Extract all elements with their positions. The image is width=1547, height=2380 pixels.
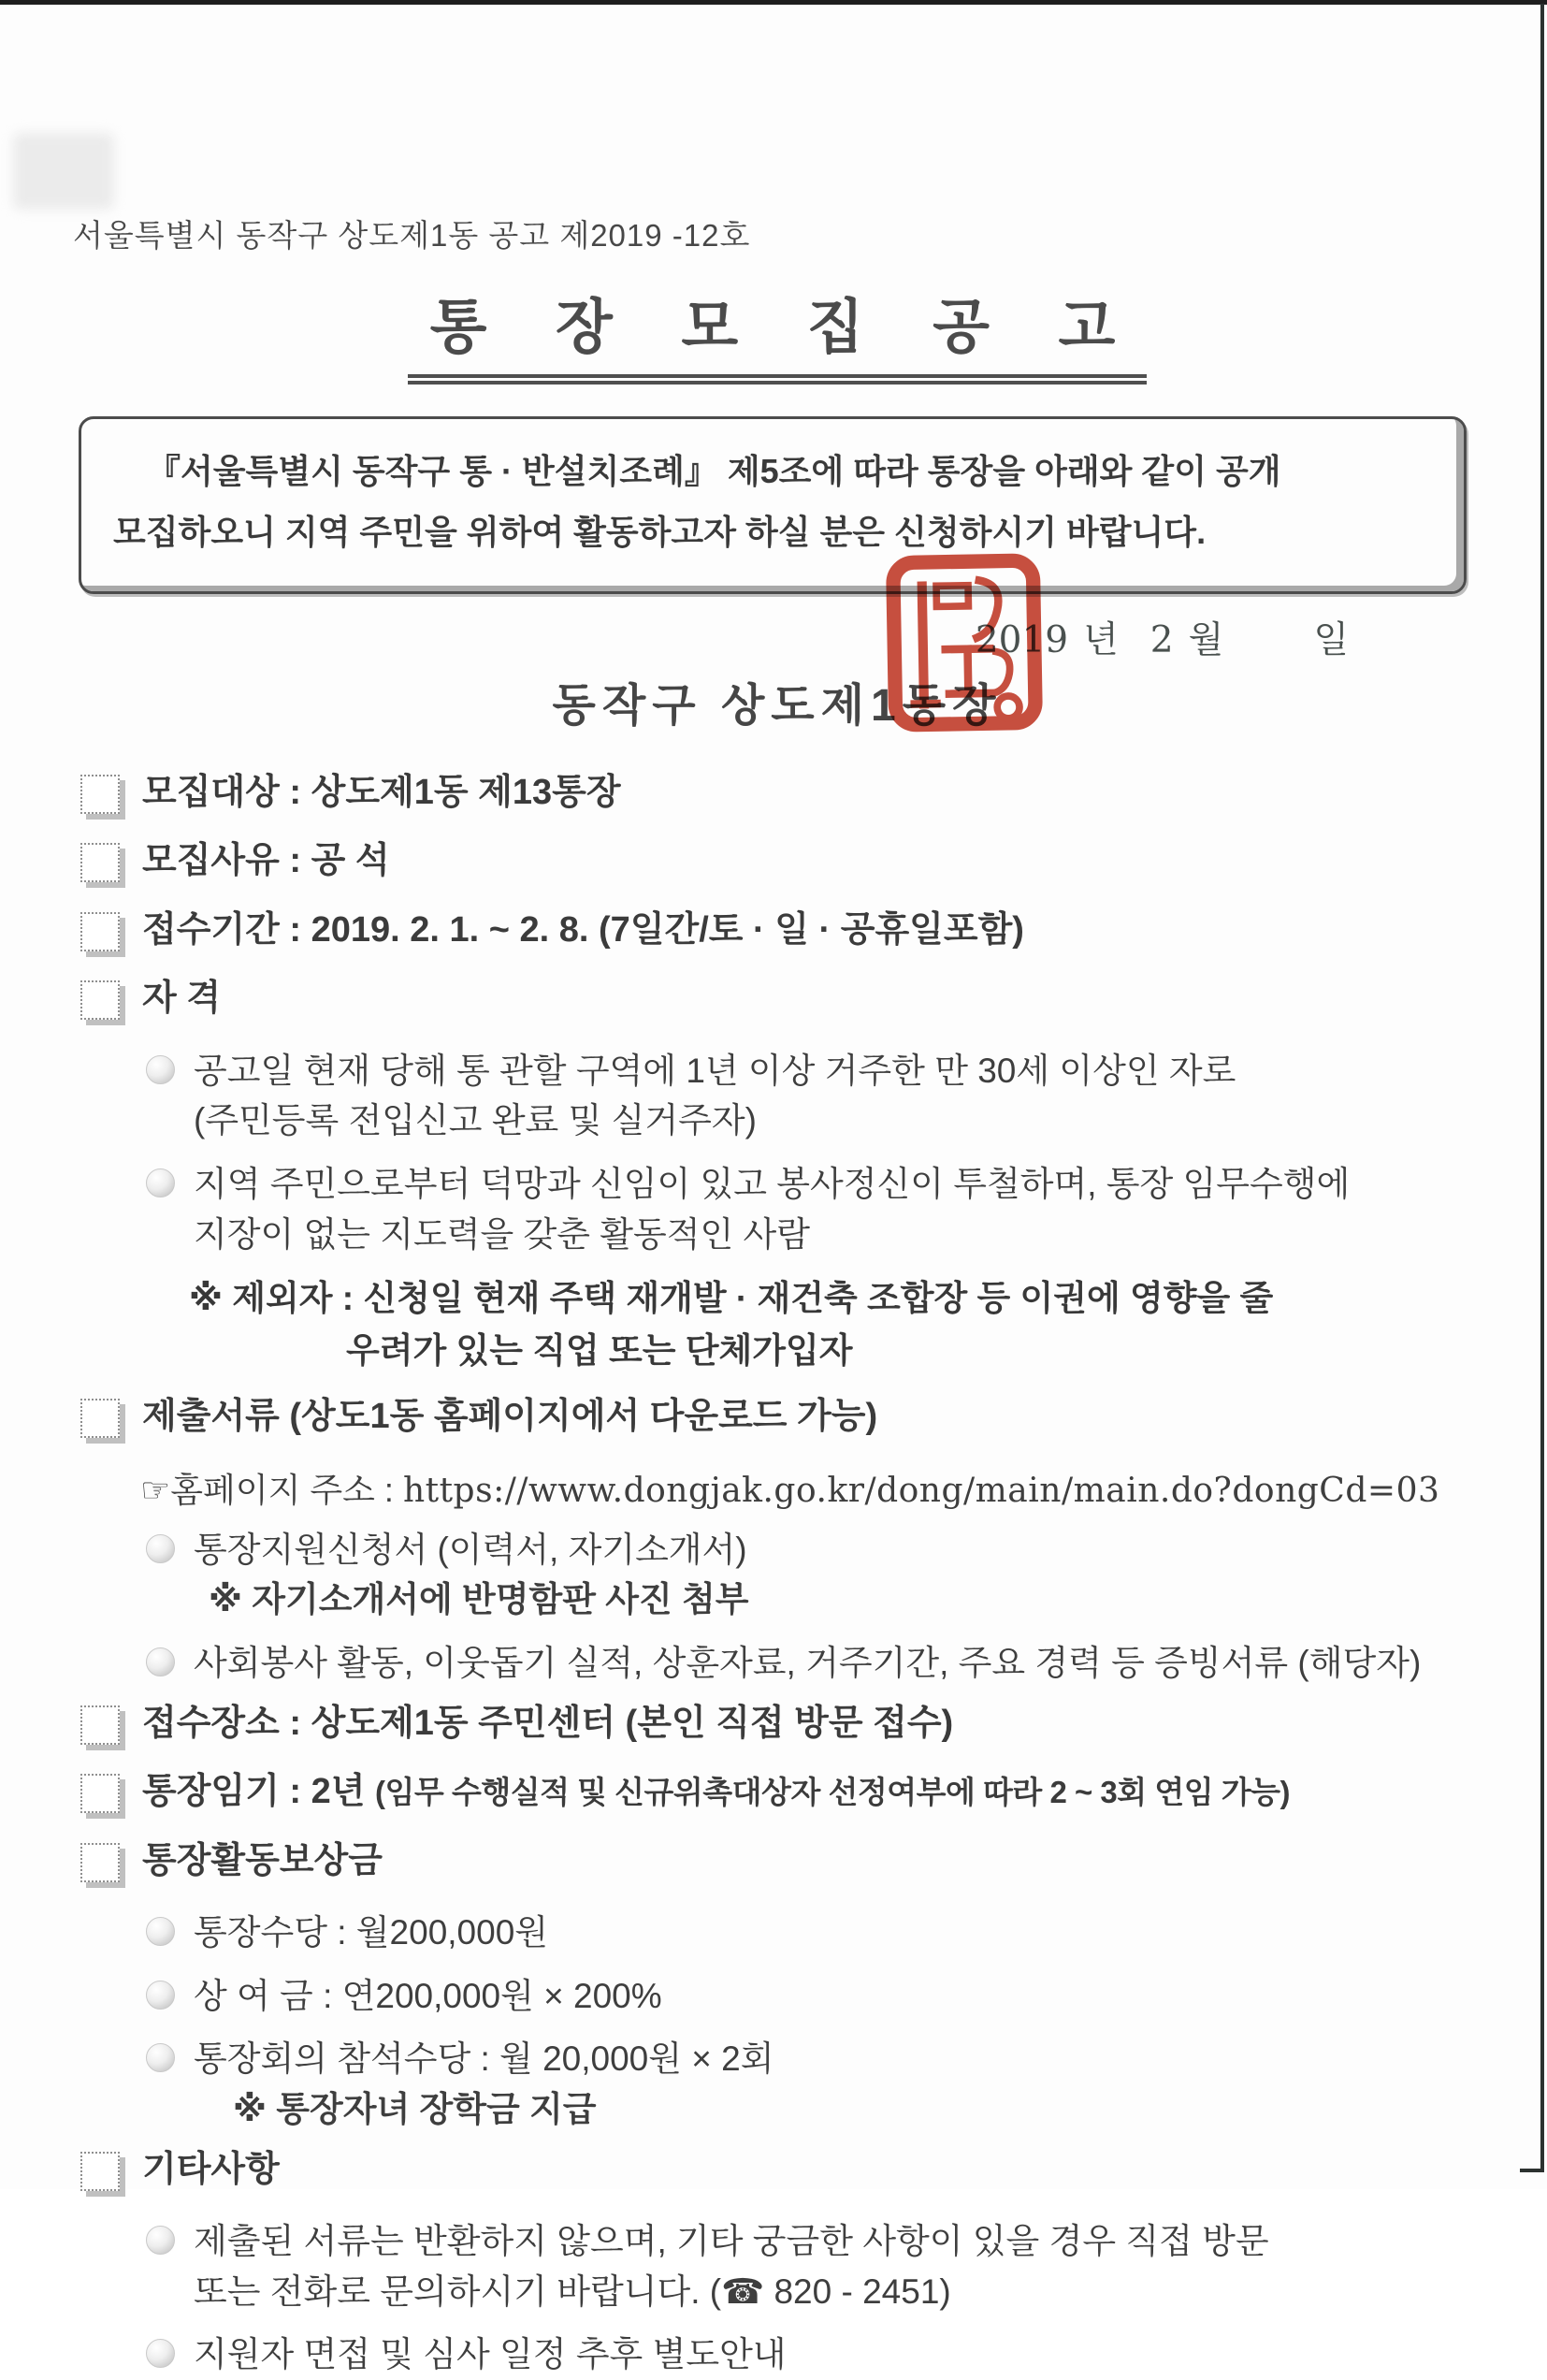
separator: : [279,909,311,950]
qualification-label: 자 격 [142,979,221,1019]
target-value: 상도제1동 제13통장 [311,772,621,812]
scan-edge-foot [1520,2169,1544,2172]
term-label: 통장임기 [142,1772,280,1812]
compensation-label: 통장활동보상금 [142,1840,383,1880]
notice-box [79,416,1467,594]
period-label: 접수기간 [142,909,280,950]
checkbox-bullet-icon [80,1705,120,1745]
separator: : [279,772,311,812]
checkbox-bullet-icon [80,980,120,1020]
scan-edge-top [0,0,1547,5]
doc-number: 서울특별시 동작구 상도제1동 공고 제2019 -12호 [73,218,751,253]
exclusion-line1: ※ 제외자 : 신청일 현재 주택 재개발 · 재건축 조합장 등 이권에 영향을 줄 [189,1279,1274,1318]
term-value: 2년 [311,1772,366,1812]
doc-b2: 사회봉사 활동, 이웃돕기 실적, 상훈자료, 거주기간, 주요 경력 등 증빙서류 (해당자) [194,1643,1422,1682]
reason-value: 공 석 [311,841,390,881]
qual-b1-line2: (주민등록 전입신고 완료 및 실거주자) [194,1101,757,1140]
comp-b2: 상 여 금 : 연200,000원 × 200% [194,1976,662,2015]
sphere-bullet-icon [146,1534,175,1563]
page-title: 통 장 모 집 공 고 [408,280,1148,385]
checkbox-bullet-icon [80,843,120,882]
scan-smudge [13,133,114,210]
checkbox-bullet-icon [80,775,120,814]
title-wrap [73,280,1482,385]
qual-b2-line1: 지역 주민으로부터 덕망과 신임이 있고 봉사정신이 투철하며, 통장 임무수행에 [194,1164,1351,1203]
list-item-place [80,1702,1482,1747]
date-month: 2 [1149,618,1174,661]
compensation-bullet-3 [146,2034,1482,2134]
comp-b3: 통장회의 참석수당 : 월 20,000원 × 2회 [194,2039,774,2079]
qualification-exclusion-note [189,1272,1482,1376]
homepage-row [140,1464,1482,1512]
sphere-bullet-icon [146,1168,175,1197]
sphere-bullet-icon [146,1055,175,1084]
etc-bullet-2 [146,2329,1482,2380]
date-line [73,611,1482,663]
qualification-bullet-1 [146,1046,1482,1146]
list-item-target [80,771,1482,816]
sphere-bullet-icon [146,1647,175,1676]
homepage-url: https://www.dongjak.go.kr/dong/main/main.do?dongCd=03 [402,1471,1440,1510]
compensation-bullet-1 [146,1908,1482,1958]
list-item-documents [80,1395,1482,1440]
date-year-label: 년 [1083,618,1119,661]
documents-bullet-1 [146,1525,1482,1625]
list-item-period [80,908,1482,953]
qual-b2-line2: 지장이 없는 지도력을 갖춘 활동적인 사람 [194,1214,811,1254]
exclusion-line2: 우려가 있는 직업 또는 단체가입자 [346,1330,853,1370]
etc-label: 기타사항 [142,2149,280,2189]
separator: : [279,1703,311,1743]
comp-b1: 통장수당 : 월200,000원 [194,1913,549,1952]
checkbox-bullet-icon [80,2152,120,2191]
date-day-label: 일 [1313,618,1349,661]
separator: : [279,841,311,881]
qual-b1-line1: 공고일 현재 당해 통 관할 구역에 1년 이상 거주한 만 30세 이상인 자로 [194,1051,1236,1090]
qualification-bullet-2 [146,1159,1482,1259]
etc-b1-line1: 제출된 서류는 반환하지 않으며, 기타 궁금한 사항이 있을 경우 직접 방문 [194,2222,1269,2261]
sphere-bullet-icon [146,1917,175,1946]
date-month-label: 월 [1188,618,1224,661]
list-item-qualification [80,977,1482,1022]
target-label: 모집대상 [142,772,280,812]
sphere-bullet-icon [146,2043,175,2072]
checkbox-bullet-icon [80,1774,120,1813]
etc-bullet-1 [146,2216,1482,2316]
compensation-bullet-2 [146,1971,1482,2022]
documents-bullet-2 [146,1638,1482,1689]
notice-text-line2: 모집하오니 지역 주민을 위하여 활동하고자 하실 분은 신청하시기 바랍니다. [113,512,1207,551]
sphere-bullet-icon [146,1981,175,2010]
list-item-etc [80,2148,1482,2193]
checkbox-bullet-icon [80,1843,120,1882]
pointing-hand-label: ☞홈페이지 주소 : [140,1470,403,1509]
list-item-reason [80,839,1482,884]
documents-label: 제출서류 (상도1동 홈페이지에서 다운로드 가능) [142,1397,878,1437]
separator: : [279,1772,311,1812]
notice-text-line1: 『서울특별시 동작구 통 · 반설치조례』 제5조에 따라 통장을 아래와 같이 공개 [147,452,1281,490]
checkbox-bullet-icon [80,1399,120,1438]
term-note: (임무 수행실적 및 신규위촉대상자 선정여부에 따라 2 ~ 3회 연임 가능) [375,1775,1290,1810]
doc-b1: 통장지원신청서 (이력서, 자기소개서) [194,1530,747,1569]
etc-b1-line2: 또는 전화로 문의하시기 바랍니다. (☎ 820 - 2451) [194,2271,951,2311]
scan-edge-right [1540,4,1544,2172]
checkbox-bullet-icon [80,912,120,951]
period-note: (7일간/토 · 일 · 공휴일포함) [599,909,1024,950]
sphere-bullet-icon [146,2339,175,2368]
doc-b1-note: ※ 자기소개서에 반명함판 사진 첨부 [209,1580,749,1619]
signer-name: 동작구 상도제1동장 [552,680,1003,731]
list-item-term [80,1770,1482,1815]
etc-b2: 지원자 면접 및 심사 일정 추후 별도안내 [194,2335,787,2374]
list-item-compensation [80,1839,1482,1884]
comp-b3-note: ※ 통장자녀 장학금 지급 [233,2090,597,2128]
place-value: 상도제1동 주민센터 (본인 직접 방문 접수) [311,1703,954,1743]
date-year: 2019 [975,618,1069,661]
announcement-list [73,771,1482,2380]
reason-label: 모집사유 [142,841,280,881]
official-seal [883,551,1045,735]
place-label: 접수장소 [142,1703,280,1743]
period-value: 2019. 2. 1. ~ 2. 8. [311,909,589,950]
sphere-bullet-icon [146,2226,175,2255]
